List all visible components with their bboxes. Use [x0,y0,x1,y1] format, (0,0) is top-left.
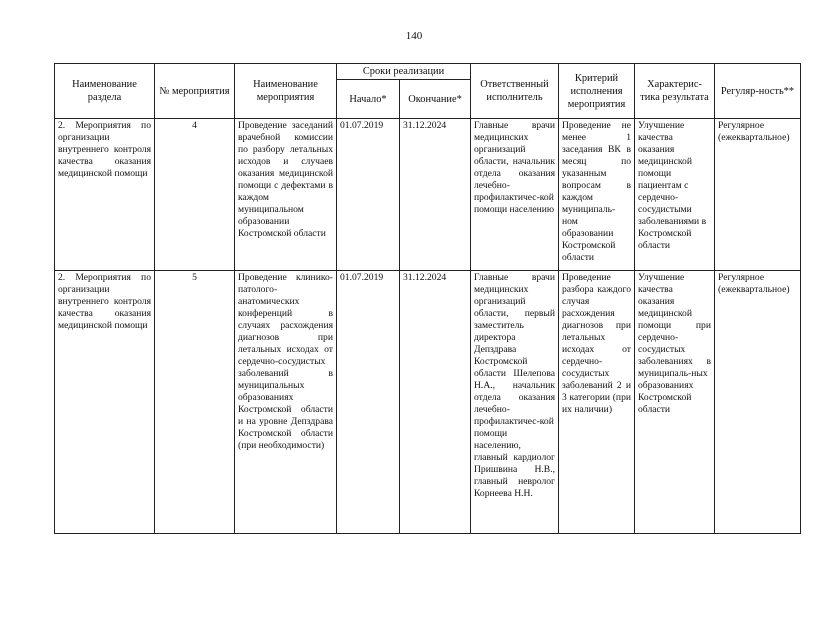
table-row [55,119,801,271]
header-end: Окончание* [400,80,471,119]
cell-criterion: Проведение не менее 1 заседания ВК в месяц по указанным вопросам в каждом муниципаль-ном образовании Костромской области [559,119,635,271]
cell-result: Улучшение качества оказания медицинской помощи пациентам с сердечно-сосудистыми заболеваниями в Костромской области [635,119,715,271]
header-event-name: Наименование мероприятия [235,64,337,119]
cell-number: 4 [155,119,235,271]
cell-responsible: Главные врачи медицинских организаций области, начальник отдела оказания лечебно-профилактичес-кой помощи населению [471,119,559,271]
header-regularity: Регуляр-ность** [715,64,801,119]
cell-event-name: Проведение клинико-патолого-анатомических конференций в случаях расхождения диагнозов при летальных исходах от сердечно-сосудистых заболеваний в муниципальных образованиях Костромской области и на уровне Депздрава Костромской области (при необходимости) [235,271,337,534]
header-section: Наименование раздела [55,64,155,119]
page-number: 140 [405,30,423,42]
cell-regularity: Регулярное (ежеквартальное) [715,271,801,534]
cell-number: 5 [155,271,235,534]
cell-start: 01.07.2019 [337,271,400,534]
header-result: Характерис-тика результата [635,64,715,119]
cell-section: 2. Мероприятия по организации внутреннего контроля качества оказания медицинской помощи [55,119,155,271]
cell-start: 01.07.2019 [337,119,400,271]
table-row [55,271,801,534]
cell-end: 31.12.2024 [400,119,471,271]
header-criterion: Критерий исполнения мероприятия [559,64,635,119]
cell-regularity: Регулярное (ежеквартальное) [715,119,801,271]
activities-table [54,63,801,534]
cell-end: 31.12.2024 [400,271,471,534]
cell-responsible: Главные врачи медицинских организаций области, первый заместитель директора Депздрава Костромской области Шелепова Н.А., начальник отдела оказания лечебно-профилактичес-кой помощи населению, главный кардиолог Пришвина Н.В., главный невролог Корнеева Н.Н. [471,271,559,534]
header-start: Начало* [337,80,400,119]
cell-result: Улучшение качества оказания медицинской помощи при сердечно-сосудистых заболеваниях в муниципаль-ных образованиях Костромской области [635,271,715,534]
cell-section: 2. Мероприятия по организации внутреннего контроля качества оказания медицинской помощи [55,271,155,534]
header-terms: Сроки реализации [337,64,471,80]
header-responsible: Ответственный исполнитель [471,64,559,119]
cell-criterion: Проведение разбора каждого случая расхождения диагнозов при летальных исходах от сердечно-сосудистых заболеваний 2 и 3 категории (при их наличии) [559,271,635,534]
header-number: № мероприятия [155,64,235,119]
cell-event-name: Проведение заседаний врачебной комиссии по разбору летальных исходов и случаев оказания медицинской помощи с дефектами в каждом муниципальном образовании Костромской области [235,119,337,271]
